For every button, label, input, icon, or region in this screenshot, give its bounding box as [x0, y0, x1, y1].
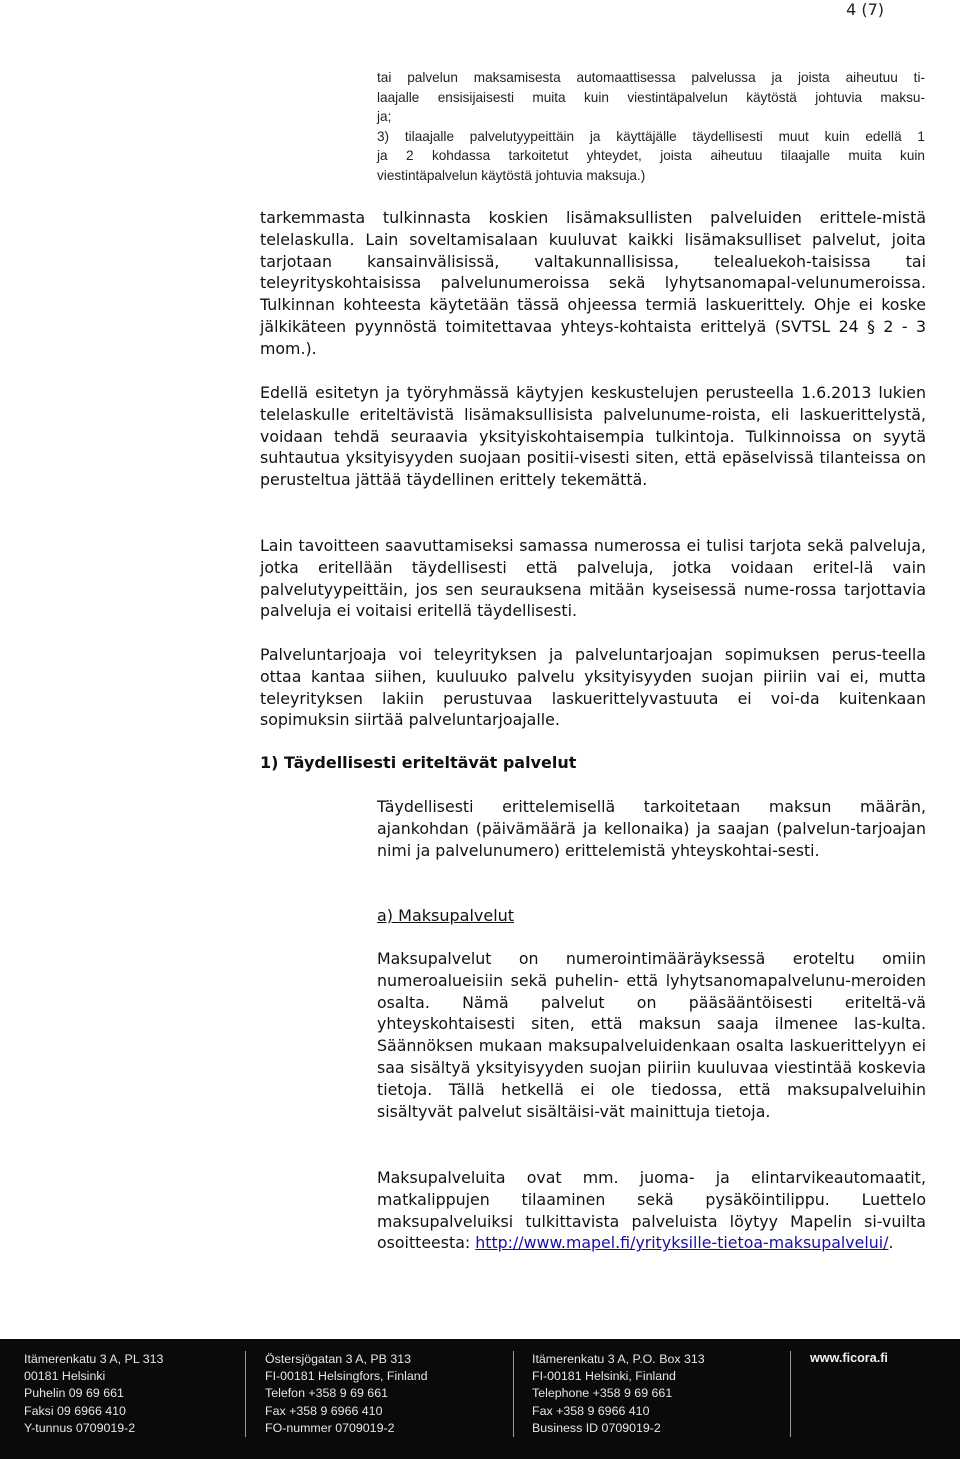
footer-divider [245, 1351, 246, 1437]
paragraph-service-provider: Palveluntarjoaja voi teleyrityksen ja palveluntarjoajan sopimuksen perus-teella ottaa kantaa siihen, kuuluuko palvelu yksityisyyden suojan piiriin vai ei, mutta teleyrityksen lakiin perustuvaa laskuerittelyvastuuta ei voi-da kuitenkaan sopimuksin siirtää palveluntarjoajalle. [260, 645, 926, 730]
footer-line: Telephone +358 9 69 661 [532, 1386, 673, 1401]
footer-line: Östersjögatan 3 A, PB 313 [265, 1352, 412, 1366]
quote-line: tai palvelun maksamisesta automaattisessa palvelussa ja joista aiheutuu ti- [377, 70, 925, 85]
footer-line: FO-nummer 0709019-2 [265, 1420, 395, 1435]
footer-line: Itämerenkatu 3 A, P.O. Box 313 [532, 1352, 705, 1366]
quote-line: ja 2 kohdassa tarkoitetut yhteydet, joista aiheutuu tilaajalle muita kuin [377, 148, 925, 164]
paragraph-text: Maksupalveluita ovat mm. juoma- ja elintarvikeautomaatit, matkalippujen tilaaminen sekä pysäköintilippu. Luettelo maksupalveluiksi tulkittavista palveluista löytyy Mapelin si-vuilta osoitteesta: [377, 1168, 926, 1253]
footer-website[interactable]: www.ficora.fi [810, 1351, 888, 1365]
quote-line: 3) tilaajalle palvelutyypeittäin ja käyttäjälle täydellisesti muut kuin edellä 1 [377, 128, 925, 144]
footer-line: Faksi 09 6966 410 [24, 1403, 126, 1418]
paragraph-full-itemization: Täydellisesti erittelemisellä tarkoitetaan maksun määrän, ajankohdan (päivämäärä ja kellonaika) ja saajan (palvelun-tarjoajan nimi ja palvelunumero) erittelemistä yhteyskohtai-sesti. [377, 797, 926, 860]
section-heading: 1) Täydellisesti eriteltävät palvelut [260, 753, 577, 772]
footer-address-english [532, 1351, 705, 1437]
paragraph-working-group: Edellä esitetyn ja työryhmässä käytyjen keskustelujen perusteella 1.6.2013 lukien telelaskulle eriteltävistä lisämaksullisista palvelunume-roista, eli laskuerittelystä, voidaan tehdä seuraavia yksityiskohtaisempia tulkintoja. Tulkinnoissa on syytä suhtautua yksityisyyden suojaan positii-visesti siten, että epäselvissä tilanteissa on perusteltua jättää täydellinen erittely tekemättä. [260, 383, 926, 490]
footer-line: FI-00181 Helsingfors, Finland [265, 1369, 428, 1384]
mapel-link[interactable]: http://www.mapel.fi/yrityksille-tietoa-maksupalvelui/ [475, 1233, 889, 1253]
footer-divider [790, 1351, 791, 1437]
footer-line: Puhelin 09 69 661 [24, 1386, 124, 1401]
footer-line: Fax +358 9 6966 410 [532, 1403, 650, 1418]
quote-line: laajalle ensisijaisesti muita kuin viestintäpalvelun käytöstä johtuvia maksu- [377, 89, 925, 105]
footer-line: Itämerenkatu 3 A, PL 313 [24, 1352, 164, 1366]
footer-line: Y-tunnus 0709019-2 [24, 1420, 136, 1435]
footer-line: Fax +358 9 6966 410 [265, 1403, 383, 1418]
footer-line: Business ID 0709019-2 [532, 1420, 661, 1435]
footer-line: FI-00181 Helsinki, Finland [532, 1369, 676, 1384]
footer-address-finnish [24, 1351, 163, 1437]
footer-line: 00181 Helsinki [24, 1369, 106, 1384]
footer-divider [513, 1351, 514, 1437]
subsection-heading: a) Maksupalvelut [377, 906, 515, 925]
paragraph-interpretation: tarkemmasta tulkinnasta koskien lisämaksullisten palveluiden erittele-mistä telelaskulla. Lain soveltamisalaan kuuluvat kaikki lisämaksulliset palvelut, joita tarjotaan kansainvälisissä, valtakunnallisissa, telealuekoh-taisissa tai teleyrityskohtaisissa palvelunumeroissa sekä lyhytsanomapal-velunumeroissa. Tulkinnan kohteesta käytetään tässä ohjeessa termiä laskuerittely. Ohje ei koske jälkikäteen pyynnöstä toimitettavaa yhteys-kohtaista erittelyä (SVTSL 24 § 2 - 3 mom.). [260, 208, 926, 358]
footer-line: Telefon +358 9 69 661 [265, 1386, 388, 1401]
paragraph-payment-examples [377, 1167, 926, 1254]
page-number: 4 (7) [846, 0, 884, 19]
paragraph-law-objective: Lain tavoitteen saavuttamiseksi samassa numerossa ei tulisi tarjota sekä palveluja, jotka eritellään täydellisesti että palveluja, jotka voidaan eritel-lä vain palvelutyypeittäin, jos sen seurauksena mitään kyseisessä nume-rossa tarjottavia palveluja ei voitaisi eritellä täydellisesti. [260, 536, 926, 621]
paragraph-end: . [888, 1233, 894, 1253]
footer [0, 1339, 960, 1459]
paragraph-payment-services: Maksupalvelut on numerointimääräyksessä eroteltu omiin numeroalueisiin sekä puhelin- että lyhytsanomapalvelunu-meroiden osalta. Nämä palvelut on pääsääntöisesti eriteltä-vä yhteyskohtaisesti siten, että maksun saaja ilmenee las-kulta. Säännöksen mukaan maksupalveluidenkaan osalta laskuerittelyyn ei saa sisältyä yksityisyyden suojan piiriin kuuluvaa viestintää koskevia tietoja. Tällä hetkellä ei ole tiedossa, että maksupalveluihin sisältyvät palvelut sisältäisi-vät mainittuja tietoja. [377, 949, 926, 1121]
law-quote [377, 68, 925, 186]
quote-line: viestintäpalvelun käytöstä johtuvia maksuja.) [377, 167, 646, 183]
quote-line: ja; [377, 109, 392, 125]
footer-address-swedish [265, 1351, 428, 1437]
